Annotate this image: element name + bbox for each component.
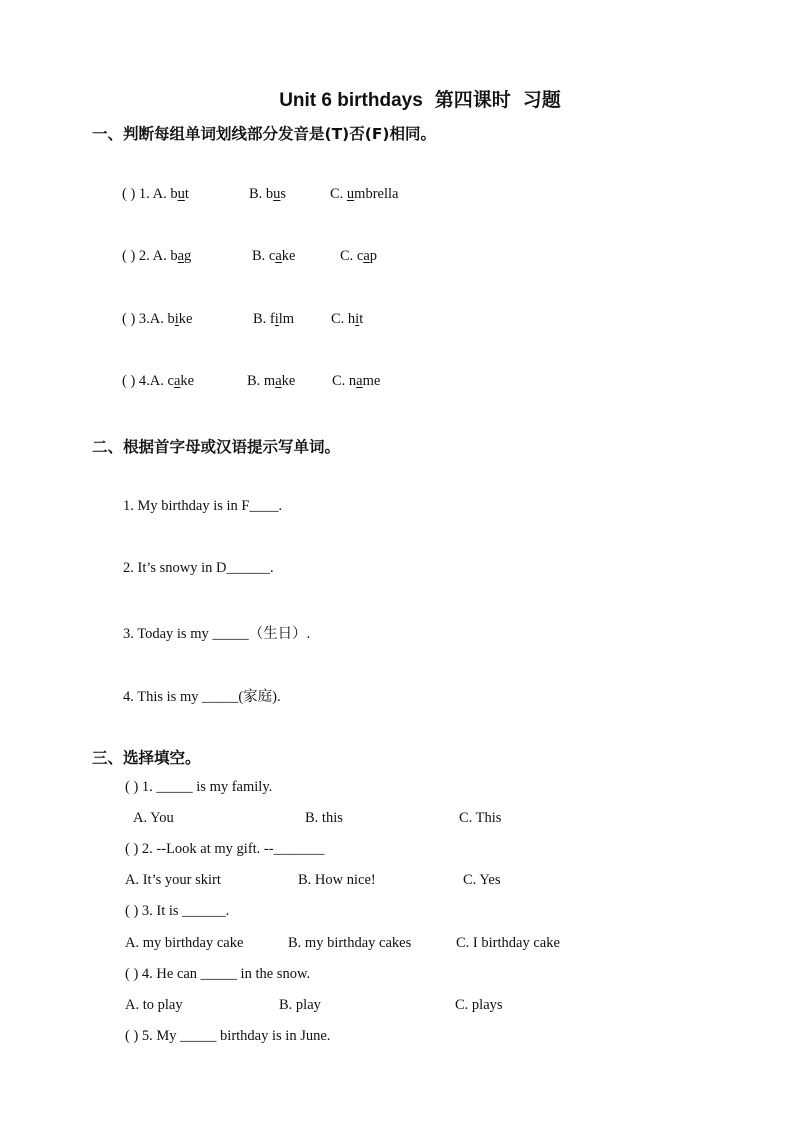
s3-question-2: ( ) 2. --Look at my gift. --_______	[125, 841, 325, 857]
s3-q2-option-c: C. Yes	[463, 872, 501, 888]
s3-question-1: ( ) 1. _____ is my family.	[125, 779, 273, 795]
title-cn-lesson: 第四课时	[434, 90, 511, 111]
s1-q3-option-a: ( ) 3.A. bike	[122, 311, 193, 327]
s1-q3-option-b: B. film	[253, 311, 295, 327]
s3-q1-option-b: B. this	[305, 810, 343, 826]
s3-q2-option-a: A. It’s your skirt	[125, 872, 221, 888]
s1-q2-option-b: B. cake	[252, 248, 296, 264]
s1-q1-option-c: C. umbrella	[330, 186, 399, 202]
s3-question-4: ( ) 4. He can _____ in the snow.	[125, 966, 311, 982]
section3-heading: 三、选择填空。	[92, 749, 201, 767]
s3-q1-option-a: A. You	[133, 810, 174, 826]
section1-heading: 一、判断每组单词划线部分发音是(T)否(F)相同。	[92, 125, 436, 143]
s1-q2-option-c: C. cap	[340, 248, 378, 264]
title-en: Unit 6 birthdays	[279, 90, 423, 111]
s3-question-5: ( ) 5. My _____ birthday is in June.	[125, 1028, 331, 1044]
s3-q3-option-c: C. I birthday cake	[456, 935, 560, 951]
s1-q2-option-a: ( ) 2. A. bag	[122, 248, 192, 264]
s2-item-4: 4. This is my _____(家庭).	[123, 689, 281, 705]
s2-item-3: 3. Today is my _____（生日）.	[123, 626, 311, 642]
s2-item-2: 2. It’s snowy in D______.	[123, 560, 274, 576]
s1-q1-option-b: B. bus	[249, 186, 287, 202]
s3-q3-option-b: B. my birthday cakes	[288, 935, 412, 951]
s3-question-3: ( ) 3. It is ______.	[125, 903, 230, 919]
s1-q1-option-a: ( ) 1. A. but	[122, 186, 189, 202]
s1-q4-option-a: ( ) 4.A. cake	[122, 373, 195, 389]
s3-q4-option-c: C. plays	[455, 997, 503, 1013]
s1-q4-option-b: B. make	[247, 373, 296, 389]
section2-heading: 二、根据首字母或汉语提示写单词。	[92, 438, 341, 456]
s3-q1-option-c: C. This	[459, 810, 502, 826]
title-cn-exercise: 习题	[522, 90, 561, 111]
page-title	[0, 85, 793, 112]
s3-q4-option-a: A. to play	[125, 997, 183, 1013]
s2-item-1: 1. My birthday is in F____.	[123, 498, 283, 514]
s1-q3-option-c: C. hit	[331, 311, 364, 327]
s3-q2-option-b: B. How nice!	[298, 872, 376, 888]
s1-q4-option-c: C. name	[332, 373, 381, 389]
s3-q3-option-a: A. my birthday cake	[125, 935, 244, 951]
s3-q4-option-b: B. play	[279, 997, 321, 1013]
